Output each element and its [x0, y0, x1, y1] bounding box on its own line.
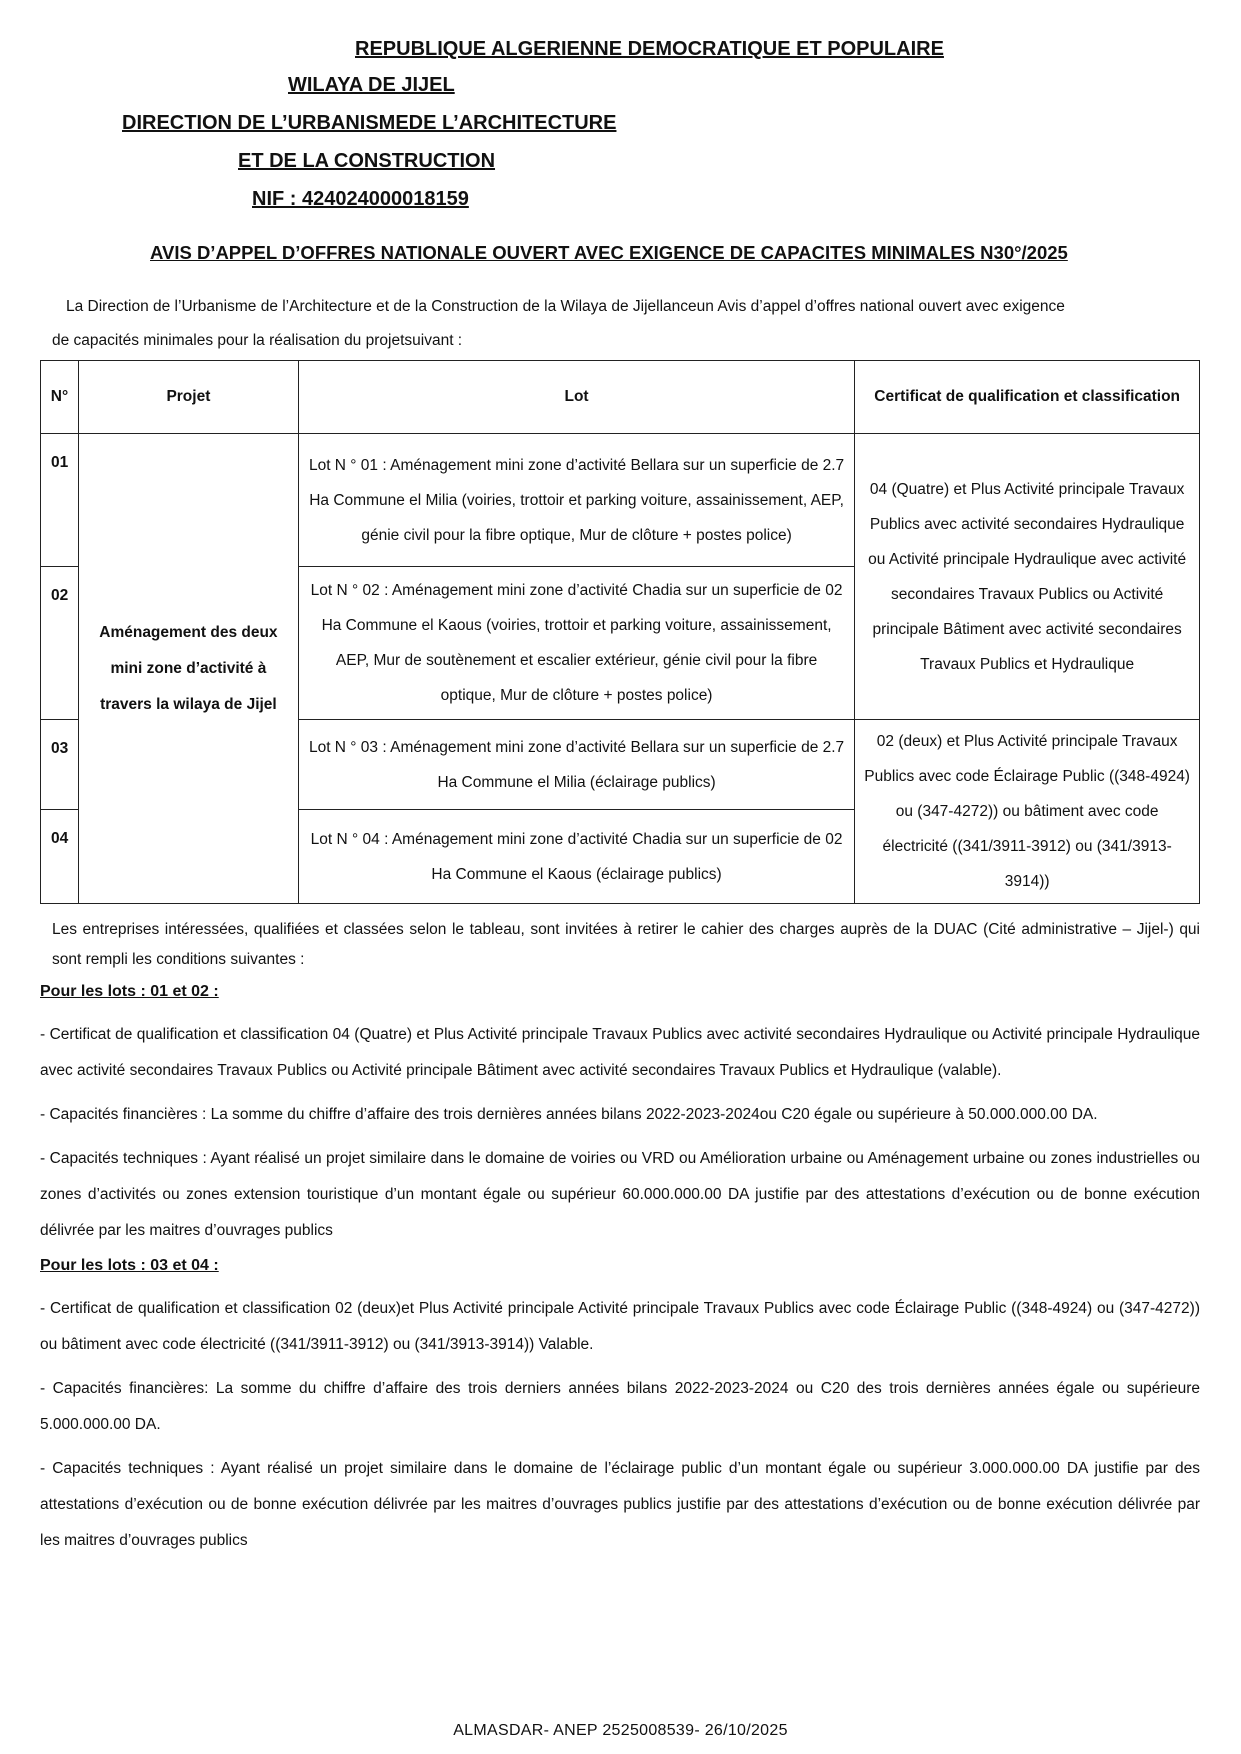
s2-capacites-financieres: - Capacités financières: La somme du chiffre d’affaire des trois derniers années bilans 2022-2023-2024 ou C20 des trois dernières années égale ou supérieure 5.000.000.00 DA.: [40, 1380, 1200, 1433]
lot-cell: Lot N ° 02 : Aménagement mini zone d’activité Chadia sur un superficie de 02 Ha Commune el Kaous (voiries, trottoir et parking voiture, assainissement, AEP, Mur de soutènement et escalier extérieur, génie civil pour la fibre optique, Mur de clôture + postes police): [298, 567, 854, 720]
header-certificat: Certificat de qualification et classification: [855, 361, 1200, 434]
table-row: [41, 434, 1200, 567]
lot-cell: Lot N ° 03 : Aménagement mini zone d’activité Bellara sur un superficie de 2.7 Ha Commune el Milia (éclairage publics): [298, 720, 854, 810]
s2-certificat: - Certificat de qualification et classification 02 (deux)et Plus Activité principale Activité principale Travaux Publics avec code Éclairage Public ((348-4924) ou (347-4272)) ou bâtiment avec code électricité ((341/3911-3912) ou (341/3913-3914)) Valable.: [40, 1300, 1200, 1353]
conditions-body: [40, 915, 1200, 1559]
header-projet: Projet: [78, 361, 298, 434]
header-lot: Lot: [298, 361, 854, 434]
section-title-lots-1-2: Pour les lots : 01 et 02 :: [40, 983, 219, 1000]
intro-line-2: de capacités minimales pour la réalisation du projetsuivant :: [52, 332, 463, 349]
row-number: 04: [41, 810, 79, 904]
section-title-lots-3-4: Pour les lots : 03 et 04 :: [40, 1257, 219, 1274]
s2-capacites-techniques: - Capacités techniques : Ayant réalisé un projet similaire dans le domaine de l’éclairage public d’un montant égale ou supérieur 3.000.000.00 DA justifie par des attestations d’exécution ou de bonne exécution délivrée par les maitres d’ouvrages publics justifie par des attestations d’exécution ou de bonne exécution délivrée par les maitres d’ouvrages publics: [40, 1460, 1200, 1549]
header-n: N°: [41, 361, 79, 434]
header-wilaya: WILAYA DE JIJEL: [288, 74, 455, 96]
s1-capacites-financieres: - Capacités financières : La somme du chiffre d’affaire des trois dernières années bilans 2022-2023-2024ou C20 égale ou supérieure à 50.000.000.00 DA.: [40, 1106, 1098, 1123]
s1-capacites-techniques: - Capacités techniques : Ayant réalisé un projet similaire dans le domaine de voiries ou VRD ou Amélioration urbaine ou Aménagement urbaine ou zones industrielles ou zones d’activités ou zones extension touristique d’un montant égale ou supérieur 60.000.000.00 DA justifie par des attestations d’exécution ou de bonne exécution délivrée par les maitres d’ouvrages publics: [40, 1150, 1200, 1239]
cert-lots-1-2: 04 (Quatre) et Plus Activité principale Travaux Publics avec activité secondaires Hydraulique ou Activité principale Hydraulique avec activité secondaires Travaux Publics ou Activité principale Bâtiment avec activité secondaires Travaux Publics et Hydraulique: [855, 434, 1200, 720]
header-nif: NIF : 424024000018159: [252, 188, 469, 210]
cert-lots-3-4: 02 (deux) et Plus Activité principale Travaux Publics avec code Éclairage Public ((348-4924) ou (347-4272)) ou bâtiment avec code électricité ((341/3911-3912) ou (341/3913-3914)): [855, 720, 1200, 904]
footer-reference: ALMASDAR- ANEP 2525008539- 26/10/2025: [453, 1722, 788, 1739]
table-header-row: [41, 361, 1200, 434]
header-republic: REPUBLIQUE ALGERIENNE DEMOCRATIQUE ET POPULAIRE: [355, 38, 944, 60]
lots-table: [40, 360, 1200, 904]
invite-paragraph: Les entreprises intéressées, qualifiées et classées selon le tableau, sont invitées à retirer le cahier des charges auprès de la DUAC (Cité administrative – Jijel-) qui sont rempli les conditions suivantes :: [52, 921, 1200, 968]
intro-line-1: La Direction de l’Urbanisme de l’Architecture et de la Construction de la Wilaya de Jijellanceun Avis d’appel d’offres national ouvert avec exigence: [66, 298, 1065, 315]
row-number: 02: [41, 567, 79, 720]
header-construction: ET DE LA CONSTRUCTION: [238, 150, 496, 172]
avis-title: AVIS D’APPEL D’OFFRES NATIONALE OUVERT AVEC EXIGENCE DE CAPACITES MINIMALES N30°/2025: [150, 242, 1068, 263]
lot-cell: Lot N ° 04 : Aménagement mini zone d’activité Chadia sur un superficie de 02 Ha Commune el Kaous (éclairage publics): [298, 810, 854, 904]
lot-cell: Lot N ° 01 : Aménagement mini zone d’activité Bellara sur un superficie de 2.7 Ha Commune el Milia (voiries, trottoir et parking voiture, assainissement, AEP, génie civil pour la fibre optique, Mur de clôture + postes police): [298, 434, 854, 567]
header-direction: DIRECTION DE L’URBANISMEDE L’ARCHITECTURE: [122, 112, 617, 134]
s1-certificat: - Certificat de qualification et classification 04 (Quatre) et Plus Activité principale Travaux Publics avec activité secondaires Hydraulique ou Activité principale Hydraulique avec activité secondaires Travaux Publics ou Activité principale Bâtiment avec activité secondaires Travaux Publics et Hydraulique (valable).: [40, 1026, 1200, 1079]
projet-cell: Aménagement des deux mini zone d’activité à travers la wilaya de Jijel: [78, 434, 298, 904]
intro: [52, 290, 1202, 358]
row-number: 03: [41, 720, 79, 810]
row-number: 01: [41, 434, 79, 567]
